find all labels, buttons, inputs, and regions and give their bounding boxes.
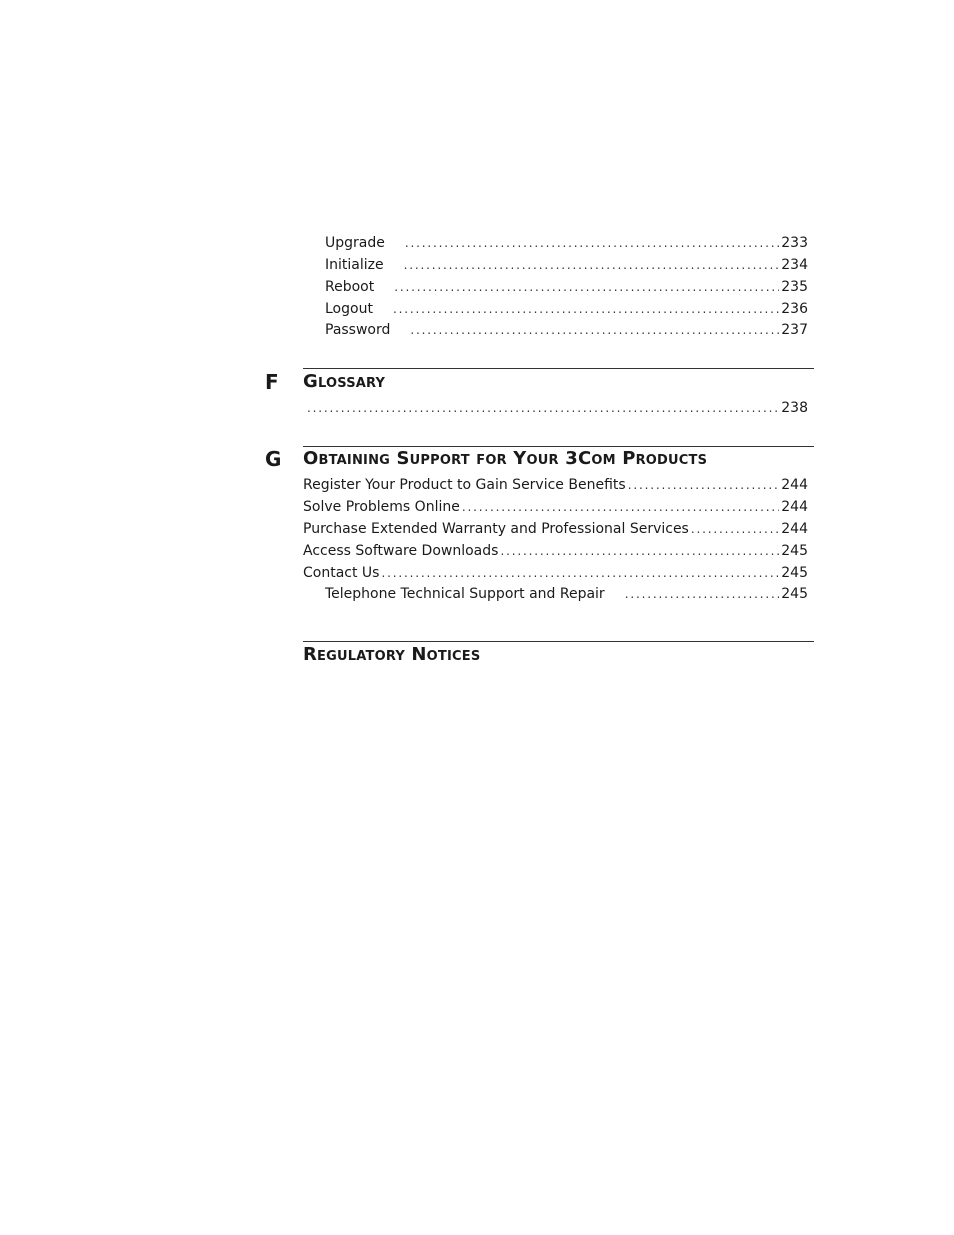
toc-entry-label: Contact Us <box>303 565 380 581</box>
toc-entry-label: Access Software Downloads <box>303 543 499 559</box>
toc-entry-label: Initialize <box>325 257 384 273</box>
toc-entry-label: Password <box>325 322 391 338</box>
toc-entry-solve-problems[interactable] <box>303 497 808 517</box>
chapter-divider <box>303 641 814 642</box>
chapter-letter: G <box>265 447 282 471</box>
toc-entry-reboot[interactable] <box>325 277 808 297</box>
toc-entry-upgrade[interactable] <box>325 233 808 253</box>
dot-leader <box>404 255 780 275</box>
dot-leader <box>410 320 779 340</box>
dot-leader <box>405 233 779 253</box>
chapter-title-regulatory[interactable]: Regulatory Notices <box>303 644 481 665</box>
toc-entry-register[interactable] <box>303 475 808 495</box>
toc-page-number: 244 <box>781 499 808 515</box>
toc-entry-label: Telephone Technical Support and Repair <box>325 586 605 602</box>
toc-entry-telephone-support[interactable] <box>325 584 808 604</box>
toc-page-number: 234 <box>781 257 808 273</box>
toc-entry-password[interactable] <box>325 320 808 340</box>
dot-leader <box>625 584 780 604</box>
toc-entry-label: Register Your Product to Gain Service Benefits <box>303 477 626 493</box>
toc-page-number: 244 <box>781 521 808 537</box>
dot-leader <box>691 519 779 539</box>
chapter-divider <box>303 368 814 369</box>
toc-entry-software-downloads[interactable] <box>303 541 808 561</box>
chapter-title-support[interactable]: Obtaining Support for Your 3Com Products <box>303 448 708 469</box>
toc-page-number: 245 <box>781 543 808 559</box>
toc-entry-logout[interactable] <box>325 299 808 319</box>
toc-entry-label: Purchase Extended Warranty and Professional Services <box>303 521 689 537</box>
toc-entry-label: Solve Problems Online <box>303 499 460 515</box>
toc-entry-label: Upgrade <box>325 235 385 251</box>
toc-page-number: 245 <box>781 586 808 602</box>
toc-entry-label: Logout <box>325 301 373 317</box>
dot-leader <box>394 277 779 297</box>
toc-entry-glossary[interactable] <box>307 398 808 418</box>
toc-page-number: 244 <box>781 477 808 493</box>
toc-page-number: 237 <box>781 322 808 338</box>
dot-leader <box>381 563 779 583</box>
dot-leader <box>307 398 779 418</box>
toc-entry-purchase-warranty[interactable] <box>303 519 808 539</box>
toc-entry-initialize[interactable] <box>325 255 808 275</box>
dot-leader <box>500 541 779 561</box>
toc-page-number: 233 <box>781 235 808 251</box>
toc-entry-label: Reboot <box>325 279 375 295</box>
dot-leader <box>628 475 780 495</box>
toc-page-number: 245 <box>781 565 808 581</box>
dot-leader <box>462 497 779 517</box>
chapter-title-glossary[interactable]: Glossary <box>303 371 386 392</box>
toc-page-number: 235 <box>781 279 808 295</box>
toc-page-number: 238 <box>781 400 808 416</box>
toc-page-number: 236 <box>781 301 808 317</box>
dot-leader <box>393 299 779 319</box>
chapter-letter: F <box>265 370 279 394</box>
toc-entry-contact-us[interactable] <box>303 563 808 583</box>
